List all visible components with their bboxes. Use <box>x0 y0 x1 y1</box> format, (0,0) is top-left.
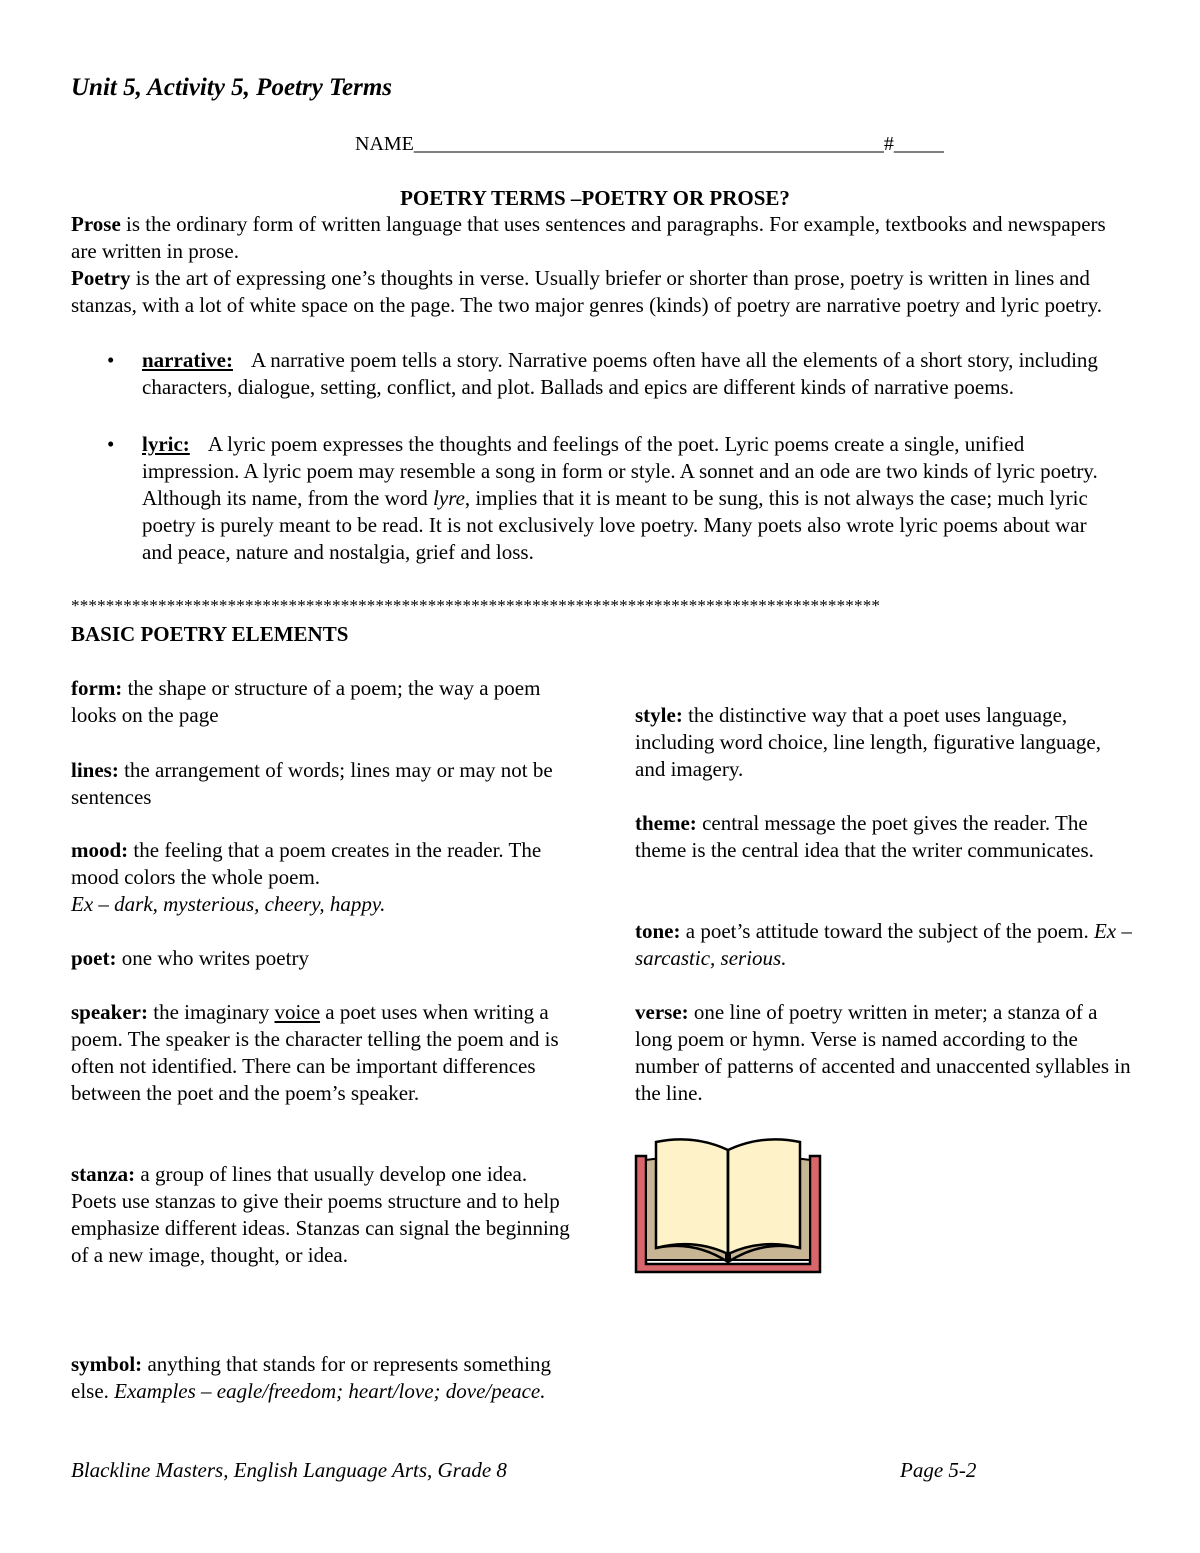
term-definition: one who writes poetry <box>116 946 309 970</box>
intro-block <box>71 211 1131 319</box>
poetry-definition <box>71 265 1131 319</box>
page-title: Unit 5, Activity 5, Poetry Terms <box>71 74 393 101</box>
term-stanza <box>71 1161 576 1269</box>
divider-stars: ********************************************************************************************* <box>71 596 881 615</box>
term-name: stanza: <box>71 1162 136 1186</box>
elements-heading: BASIC POETRY ELEMENTS <box>71 622 349 646</box>
footer-page-number: Page 5-2 <box>900 1458 977 1482</box>
term-name: mood: <box>71 838 129 862</box>
footer-source: Blackline Masters, English Language Arts, Grade 8 <box>71 1458 507 1482</box>
term-example: Examples – eagle/freedom; heart/love; dove/peace. <box>114 1379 546 1403</box>
bullet-narrative-text <box>142 347 1117 401</box>
term-definition: central message the poet gives the reader. The theme is the central idea that the writer communicates. <box>635 811 1094 862</box>
prose-definition <box>71 211 1131 265</box>
bullet-dot: • <box>107 432 115 456</box>
term-definition: the arrangement of words; lines may or may not be sentences <box>71 758 553 809</box>
bullet-term-narrative: narrative: <box>142 348 233 372</box>
narrative-description: A narrative poem tells a story. Narrative poems often have all the elements of a short story, including characters, dialogue, setting, conflict, and plot. Ballads and epics are different kinds of narrative poems. <box>142 348 1098 399</box>
term-speaker <box>71 999 576 1107</box>
term-name: style: <box>635 703 683 727</box>
bullet-term-lyric: lyric: <box>142 432 190 456</box>
term-definition: a poet’s attitude toward the subject of the poem. <box>680 919 1094 943</box>
term-name: theme: <box>635 811 697 835</box>
open-book-icon <box>634 1136 824 1278</box>
prose-text: is the ordinary form of written language that uses sentences and paragraphs. For example, textbooks and newspapers are written in prose. <box>71 212 1106 263</box>
term-definition-a: the imaginary <box>148 1000 275 1024</box>
term-definition-b: a poet uses when writing a poem. The speaker is the character telling the poem and is often not identified. There can be important differences between the poet and the poem’s speaker. <box>71 1000 559 1105</box>
term-example: Ex – dark, mysterious, cheery, happy. <box>71 892 386 916</box>
section-heading: POETRY TERMS –POETRY OR PROSE? <box>400 186 790 210</box>
bullet-dot: • <box>107 348 115 372</box>
term-name: lines: <box>71 758 119 782</box>
term-example: Ex – sarcastic, serious. <box>635 919 1132 970</box>
term-name: poet: <box>71 946 117 970</box>
term-definition: one line of poetry written in meter; a stanza of a long poem or hymn. Verse is named according to the number of patterns of accented and unaccented syllables in the line. <box>635 1000 1131 1105</box>
term-name: speaker: <box>71 1000 148 1024</box>
term-lines <box>71 757 576 811</box>
term-theme <box>635 810 1135 864</box>
term-name: tone: <box>635 919 681 943</box>
term-definition: the distinctive way that a poet uses language, including word choice, line length, figurative language, and imagery. <box>635 703 1101 781</box>
term-name: symbol: <box>71 1352 143 1376</box>
lyric-description-a: A lyric poem expresses the thoughts and feelings of the poet. Lyric poems create a single, unified impression. A lyric poem may resemble a song in form or style. A sonnet and an ode are two kinds of lyric poetry. Although its name, from the word <box>142 432 1098 510</box>
term-form <box>71 675 576 729</box>
term-verse <box>635 999 1135 1107</box>
bullet-lyric-text <box>142 431 1117 566</box>
prose-term: Prose <box>71 212 121 236</box>
term-poet <box>71 945 576 972</box>
term-definition: anything that stands for or represents something else. <box>71 1352 552 1403</box>
term-name: verse: <box>635 1000 689 1024</box>
poetry-text: is the art of expressing one’s thoughts in verse. Usually briefer or shorter than prose, poetry is written in lines and stanzas, with a lot of white space on the page. The two major genres (kinds) of poetry are narrative poetry and lyric poetry. <box>71 266 1102 317</box>
term-definition: a group of lines that usually develop one idea. Poets use stanzas to give their poems structure and to help emphasize different ideas. Stanzas can signal the beginning of a new image, thought, or idea. <box>71 1162 570 1267</box>
term-name: form: <box>71 676 123 700</box>
lyric-description-b: , implies that it is meant to be sung, this is not always the case; much lyric poetry is purely meant to be read. It is not exclusively love poetry. Many poets also wrote lyric poems about war and peace, nature and nostalgia, grief and loss. <box>142 486 1088 564</box>
term-definition: the feeling that a poem creates in the reader. The mood colors the whole poem. <box>71 838 542 889</box>
term-tone <box>635 918 1135 972</box>
term-style <box>635 702 1135 783</box>
term-symbol <box>71 1351 576 1405</box>
poetry-term: Poetry <box>71 266 131 290</box>
name-field-line: NAME_______________________________________________#_____ <box>355 133 944 155</box>
term-underlined-word: voice <box>274 1000 321 1024</box>
lyric-italic-word: lyre <box>433 486 465 510</box>
term-definition: the shape or structure of a poem; the way a poem looks on the page <box>71 676 541 727</box>
term-mood <box>71 837 576 918</box>
